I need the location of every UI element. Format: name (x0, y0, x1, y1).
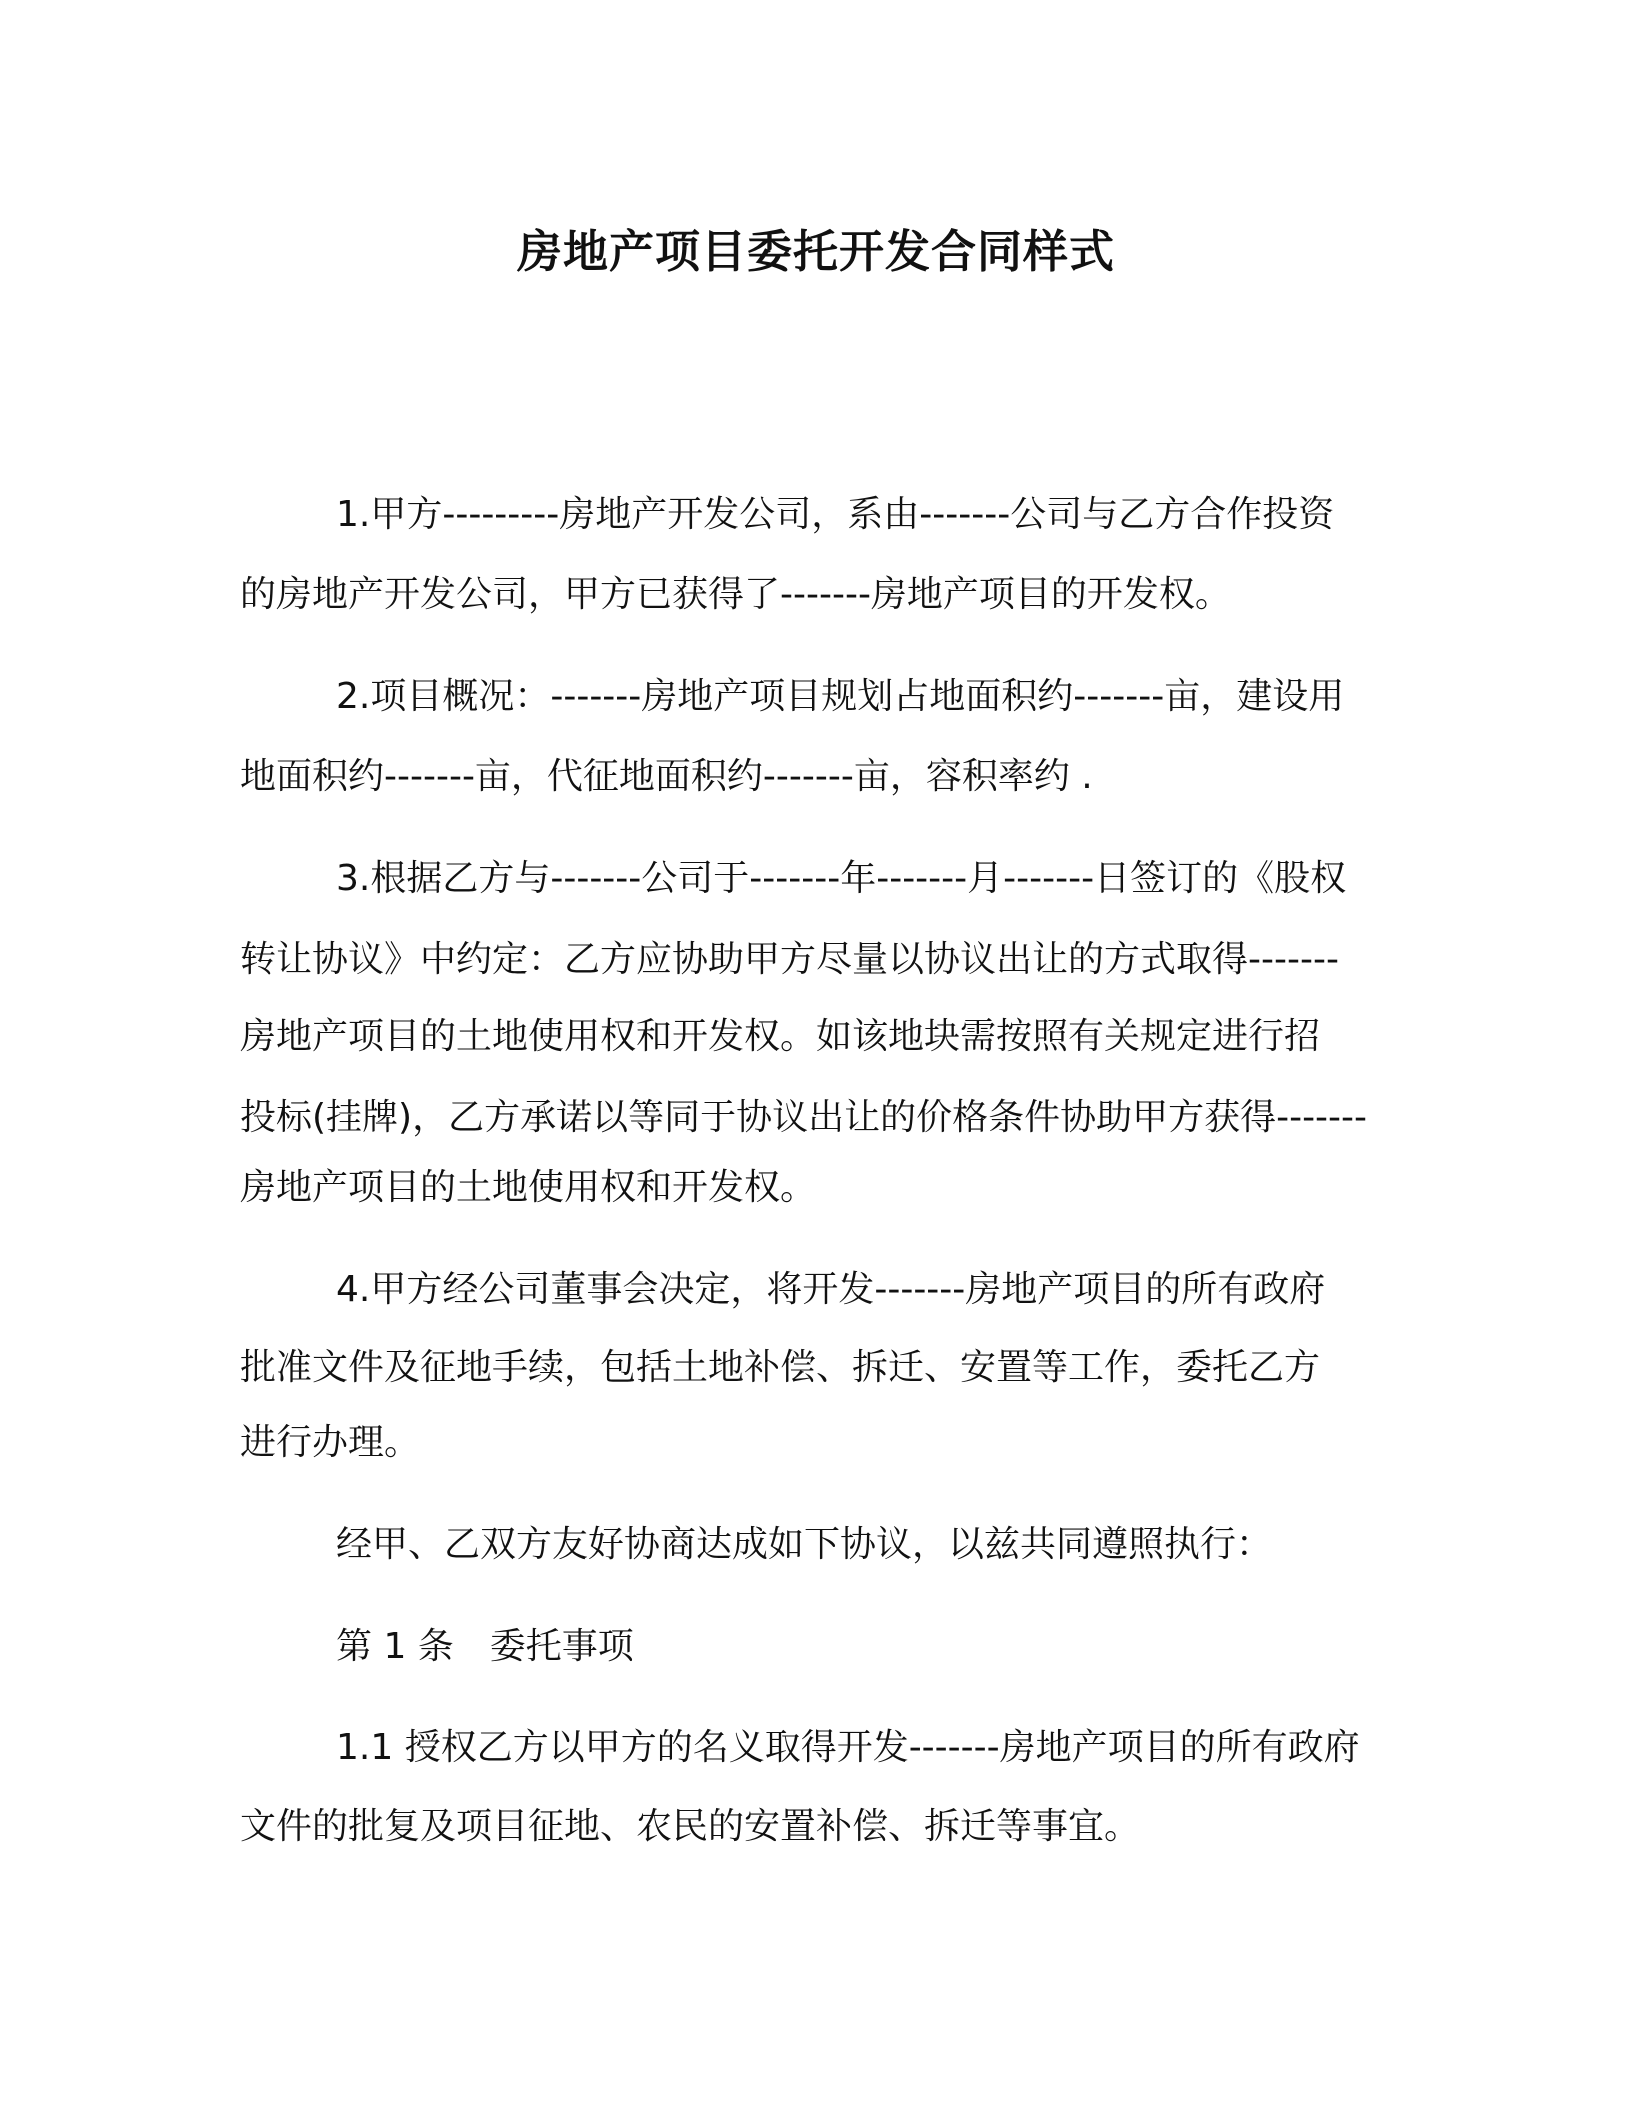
paragraph-3-line-5: 房地产项目的土地使用权和开发权。 (240, 1167, 817, 1208)
paragraph-3-line-3: 房地产项目的土地使用权和开发权。如该地块需按照有关规定进行招 (240, 1016, 1321, 1057)
paragraph-4-line-1: 4.甲方经公司董事会决定，将开发-------房地产项目的所有政府 (336, 1269, 1326, 1310)
paragraph-3-line-4: 投标(挂牌)，乙方承诺以等同于协议出让的价格条件协助甲方获得------- (240, 1097, 1368, 1138)
document-title: 房地产项目委托开发合同样式 (516, 225, 1115, 278)
paragraph-1-line-2: 的房地产开发公司，甲方已获得了-------房地产项目的开发权。 (240, 574, 1231, 615)
paragraph-3-line-1: 3.根据乙方与-------公司于-------年-------月-------日签订的《股权 (336, 858, 1347, 899)
article-1-heading-line: 第 1 条 委托事项 (336, 1626, 634, 1667)
paragraph-1-line-1: 1.甲方---------房地产开发公司，系由-------公司与乙方合作投资 (336, 494, 1335, 535)
paragraph-1-1-line-2: 文件的批复及项目征地、农民的安置补偿、拆迁等事宜。 (240, 1806, 1141, 1847)
paragraph-2-line-2: 地面积约-------亩，代征地面积约-------亩，容积率约 . (240, 756, 1093, 797)
paragraph-2-line-1: 2.项目概况：-------房地产项目规划占地面积约-------亩，建设用 (336, 676, 1345, 717)
paragraph-4-line-2: 批准文件及征地手续，包括土地补偿、拆迁、安置等工作，委托乙方 (240, 1347, 1321, 1388)
paragraph-5-line-1: 经甲、乙双方友好协商达成如下协议，以兹共同遵照执行： (336, 1524, 1273, 1565)
paragraph-4-line-3: 进行办理。 (240, 1422, 421, 1463)
paragraph-3-line-2: 转让协议》中约定：乙方应协助甲方尽量以协议出让的方式取得------- (240, 939, 1339, 980)
paragraph-1-1-line-1: 1.1 授权乙方以甲方的名义取得开发-------房地产项目的所有政府 (336, 1727, 1360, 1768)
